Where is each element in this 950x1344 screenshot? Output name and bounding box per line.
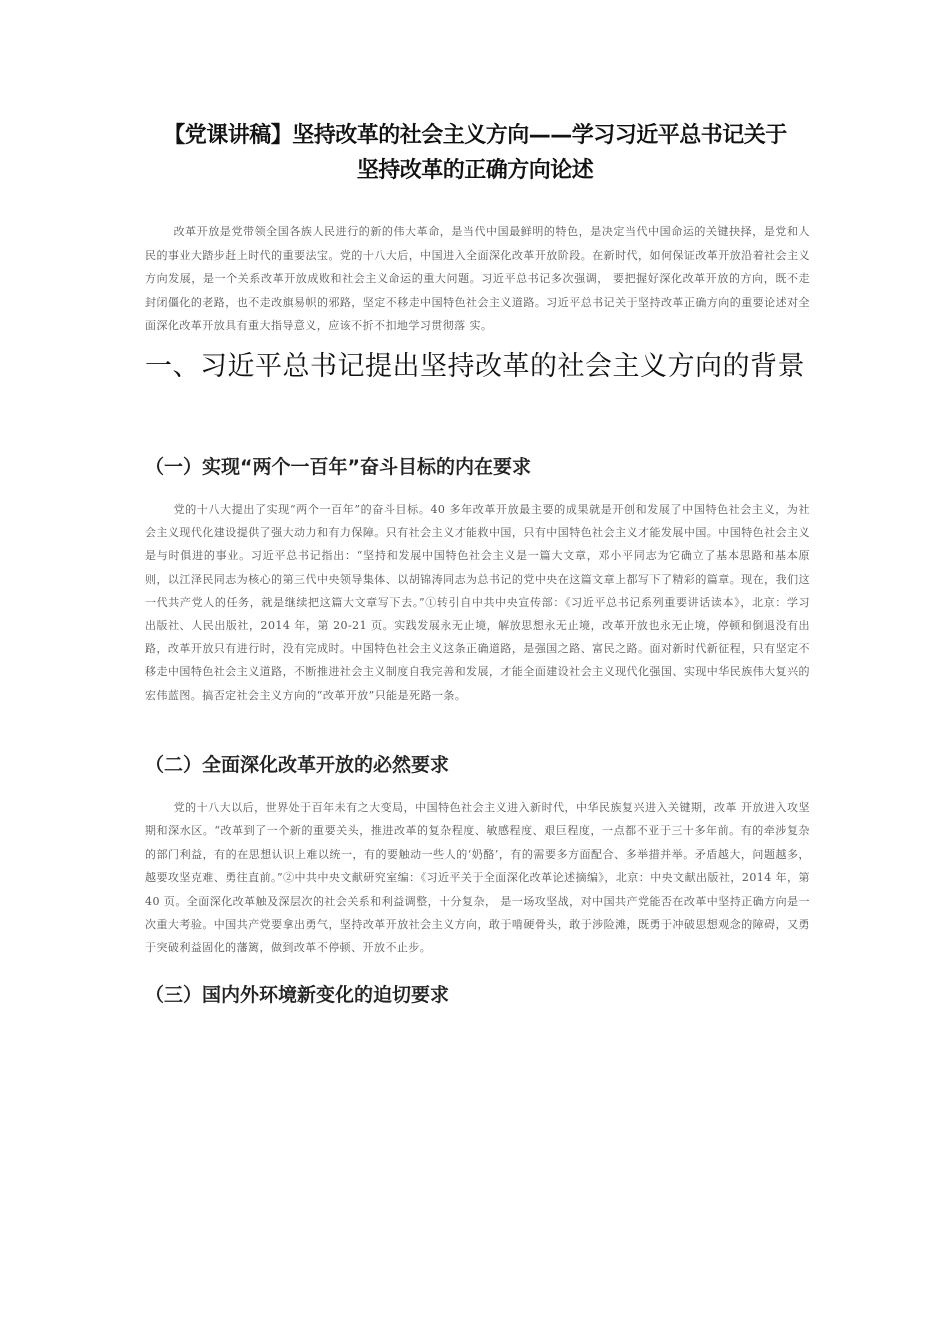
subsection-2-heading: （二）全面深化改革开放的必然要求 — [145, 754, 450, 776]
document-title-line-1: 【党课讲稿】坚持改革的社会主义方向——学习习近平总书记关于 — [163, 123, 787, 148]
subsection-3-heading: （三）国内外环境新变化的迫切要求 — [145, 984, 450, 1006]
subsection-2-paragraph: 党的十八大以后，世界处于百年未有之大变局，中国特色社会主义进入新时代，中华民族复兴进入关键期，改革 开放进入攻坚期和深水区。“改革到了一个新的重要关头，推进改革的复杂程度、敏感程度、艰巨程度，一点都不亚于三十多年前。有的牵涉复杂的部门利益，有的在思想认识上难以统一，有的要触动一些人的‘奶酪’，有的需要多方面配合、多举措并举。矛盾越大，问题越多，越要攻坚克难、勇往直前。”②中共中央文献研究室编：《习近平关于全面深化改革论述摘编》，北京：中央文献出版社，2014 年，第 40 页。全面深化改革触及深层次的社会关系和利益调整，十分复杂， 是一场攻坚战，对中国共产党能否在改革中坚持正确方向是一次重大考验。中国共产党要拿出勇气，坚持改革开放社会主义方向，敢于啃硬骨头，敢于涉险滩，既勇于冲破思想观念的障碍，又勇于突破利益固化的藩篱，做到改革不停顿、开放不止步。 — [145, 801, 810, 955]
subsection-1-heading: （一）实现“两个一百年”奋斗目标的内在要求 — [145, 456, 531, 478]
document-title-line-2: 坚持改革的正确方向论述 — [356, 158, 594, 183]
section-1-heading: 一、习近平总书记提出坚持改革的社会主义方向的背景 — [145, 351, 805, 382]
subsection-1-paragraph: 党的十八大提出了实现“两个一百年”的奋斗目标。40 多年改革开放最主要的成果就是开创和发展了中国特色社会主义，为社会主义现代化建设提供了强大动力和有力保障。只有社会主义才能救中国，只有中国特色社会主义才能发展中国。中国特色社会主义是与时俱进的事业。习近平总书记指出：“坚持和发展中国特色社会主义是一篇大文章，邓小平同志为它确立了基本思路和基本原则，以江泽民同志为核心的第三代中央领导集体、以胡锦涛同志为总书记的党中央在这篇文章上都写下了精彩的篇章。现在，我们这一代共产党人的任务，就是继续把这篇大文章写下去。”①转引自中共中央宣传部：《习近平总书记系列重要讲话读本》，北京：学习出版社、人民出版社，2014 年，第 20-21 页。实践发展永无止境，解放思想永无止境，改革开放也永无止境，停顿和倒退没有出路，改革开放只有进行时，没有完成时。中国特色社会主义这条正确道路，是强国之路、富民之路。面对新时代新征程，只有坚定不移走中国特色社会主义道路，不断推进社会主义制度自我完善和发展，才能全面建设社会主义现代化强国、实现中华民族伟大复兴的宏伟蓝图。搞否定社会主义方向的“改革开放”只能是死路一条。 — [145, 503, 810, 702]
document-title — [120, 118, 830, 188]
intro-paragraph: 改革开放是党带领全国各族人民进行的新的伟大革命，是当代中国最鲜明的特色，是决定当代中国命运的关键抉择，是党和人民的事业大踏步赶上时代的重要法宝。党的十八大后，中国进入全面深化改革开放阶段。在新时代，如何保证改革开放沿着社会主义方向发展，是一个关系改革开放成败和社会主义命运的重大问题。习近平总书记多次强调， 要把握好深化改革开放的方向，既不走封闭僵化的老路，也不走改旗易帜的邪路，坚定不移走中国特色社会主义道路。习近平总书记关于坚持改革正确方向的重要论述对全面深化改革开放具有重大指导意义，应该不折不扣地学习贯彻落 实。 — [145, 225, 810, 333]
